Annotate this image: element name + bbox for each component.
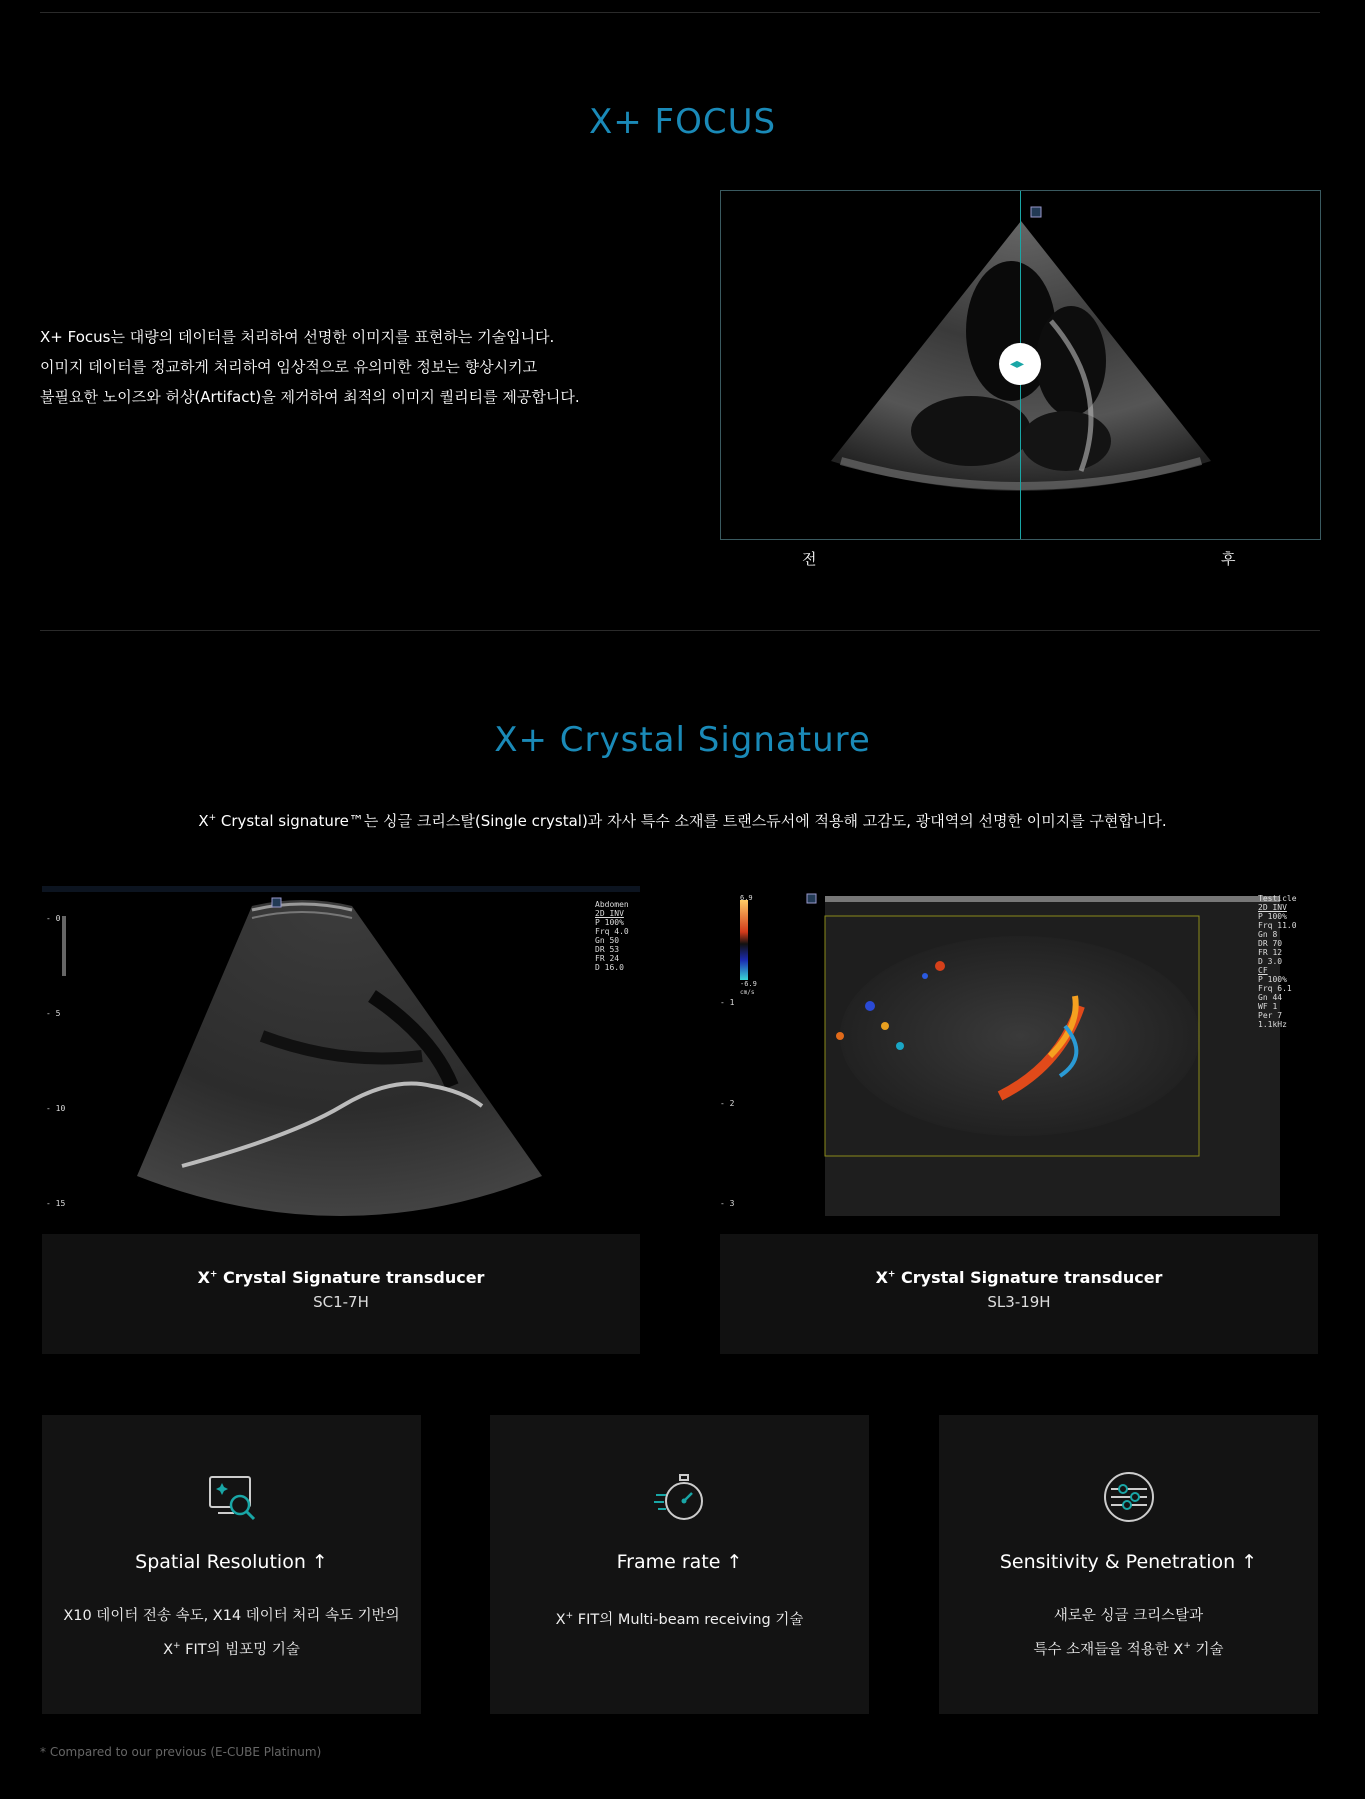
compare-slider-handle[interactable] (999, 343, 1041, 385)
readout-line: 2D INV (1258, 903, 1287, 912)
focus-desc-line: 이미지 데이터를 정교하게 처리하여 임상적으로 유의미한 정보는 향상시키고 (40, 358, 538, 376)
panel-caption (720, 1234, 1318, 1354)
feature-title: Sensitivity & Penetration ↑ (999, 1551, 1258, 1573)
readout-line: Gn 44 (1258, 993, 1283, 1002)
feature-description (490, 1601, 869, 1635)
crystal-title: X+ Crystal Signature (494, 720, 871, 760)
readout-line: Gn 50 (595, 936, 620, 945)
panel-caption-title: X+ Crystal Signature transducer (875, 1268, 1163, 1287)
readout-line: Per 7 (1258, 1011, 1283, 1020)
scan-readout (1258, 894, 1297, 1029)
panel-caption (42, 1234, 640, 1354)
stopwatch-icon (652, 1469, 708, 1525)
readout-line: Frq 11.0 (1258, 921, 1297, 930)
color-bar-unit: cm/s (740, 989, 755, 996)
feature-desc-line: X+ FIT의 빔포밍 기술 (163, 1641, 300, 1658)
abdomen-ultrasound-image (42, 886, 640, 1234)
depth-tick: - 1 (720, 998, 735, 1007)
sliders-circle-icon (1101, 1469, 1157, 1525)
feature-card-frame-rate (490, 1415, 869, 1714)
readout-line: Gn 8 (1258, 930, 1278, 939)
readout-line: Frq 4.0 (595, 927, 629, 936)
depth-tick: - 15 (46, 1199, 66, 1208)
crystal-desc-text: Crystal signature™는 싱글 크리스탈(Single crystal)과 자사 특수 소재를 트랜스듀서에 적용해 고감도, 광대역의 선명한 이미지를 구현합니다. (216, 812, 1167, 830)
readout-line: P 100% (1258, 912, 1287, 921)
readout-line: WF 1 (1258, 1002, 1278, 1011)
readout-line: 1.1kHz (1258, 1020, 1287, 1029)
focus-title: X+ FOCUS (588, 102, 777, 142)
section-divider (40, 630, 1320, 631)
readout-line: Testicle (1258, 894, 1297, 903)
testicle-doppler-image (720, 886, 1318, 1234)
color-bar-bottom: -6.9 (740, 980, 757, 988)
transducer-model: SC1-7H (313, 1293, 369, 1311)
readout-line: D 16.0 (595, 963, 624, 972)
before-after-viewer[interactable] (720, 190, 1321, 540)
depth-tick: - 0 (46, 914, 61, 923)
arrows-left-right-icon: ◂▸ (1010, 356, 1025, 372)
transducer-model: SL3-19H (987, 1293, 1051, 1311)
readout-line: D 3.0 (1258, 957, 1283, 966)
feature-desc-line: X10 데이터 전송 속도, X14 데이터 처리 속도 기반의 (63, 1608, 400, 1624)
feature-card-sensitivity (939, 1415, 1318, 1714)
readout-line: P 100% (595, 918, 624, 927)
footnote: * Compared to our previous (E-CUBE Platinum) (40, 1745, 322, 1759)
feature-description (42, 1601, 421, 1665)
readout-line: CF (1258, 966, 1268, 975)
readout-line: FR 24 (595, 954, 620, 963)
feature-desc-line: X+ FIT의 Multi-beam receiving 기술 (555, 1611, 804, 1628)
crystal-desc-sup: + (208, 813, 217, 823)
after-label: 후 (1221, 550, 1236, 568)
scan-readout (595, 900, 629, 972)
panel-caption-title: X+ Crystal Signature transducer (197, 1268, 485, 1287)
readout-line: Abdomen (595, 900, 629, 909)
before-label: 전 (802, 550, 817, 568)
readout-line: Frq 6.1 (1258, 984, 1292, 993)
crystal-desc-x: X (198, 812, 209, 830)
readout-line: P 100% (1258, 975, 1287, 984)
readout-line: FR 12 (1258, 948, 1283, 957)
feature-description (939, 1601, 1318, 1665)
feature-title: Frame rate ↑ (616, 1551, 743, 1573)
crystal-description (0, 810, 1365, 831)
focus-desc-line: 불필요한 노이즈와 허상(Artifact)을 제거하여 최적의 이미지 퀄리티를 제공합니다. (40, 388, 580, 406)
depth-tick: - 3 (720, 1199, 735, 1208)
magnifier-monitor-icon (204, 1469, 260, 1525)
feature-card-spatial-resolution (42, 1415, 421, 1714)
readout-line: 2D INV (595, 909, 624, 918)
depth-tick: - 10 (46, 1104, 66, 1113)
feature-desc-line: 특수 소재들을 적용한 X+ 기술 (1033, 1641, 1224, 1658)
depth-tick: - 5 (46, 1009, 61, 1018)
color-bar-top: 6.9 (740, 894, 753, 902)
focus-desc-line: X+ Focus는 대량의 데이터를 처리하여 선명한 이미지를 표현하는 기술입니다. (40, 328, 555, 346)
feature-title: Spatial Resolution ↑ (135, 1551, 328, 1573)
top-divider (40, 12, 1320, 13)
readout-line: DR 53 (595, 945, 620, 954)
depth-tick: - 2 (720, 1099, 735, 1108)
focus-description (40, 322, 660, 412)
feature-desc-line: 새로운 싱글 크리스탈과 (1053, 1608, 1204, 1624)
readout-line: DR 70 (1258, 939, 1283, 948)
